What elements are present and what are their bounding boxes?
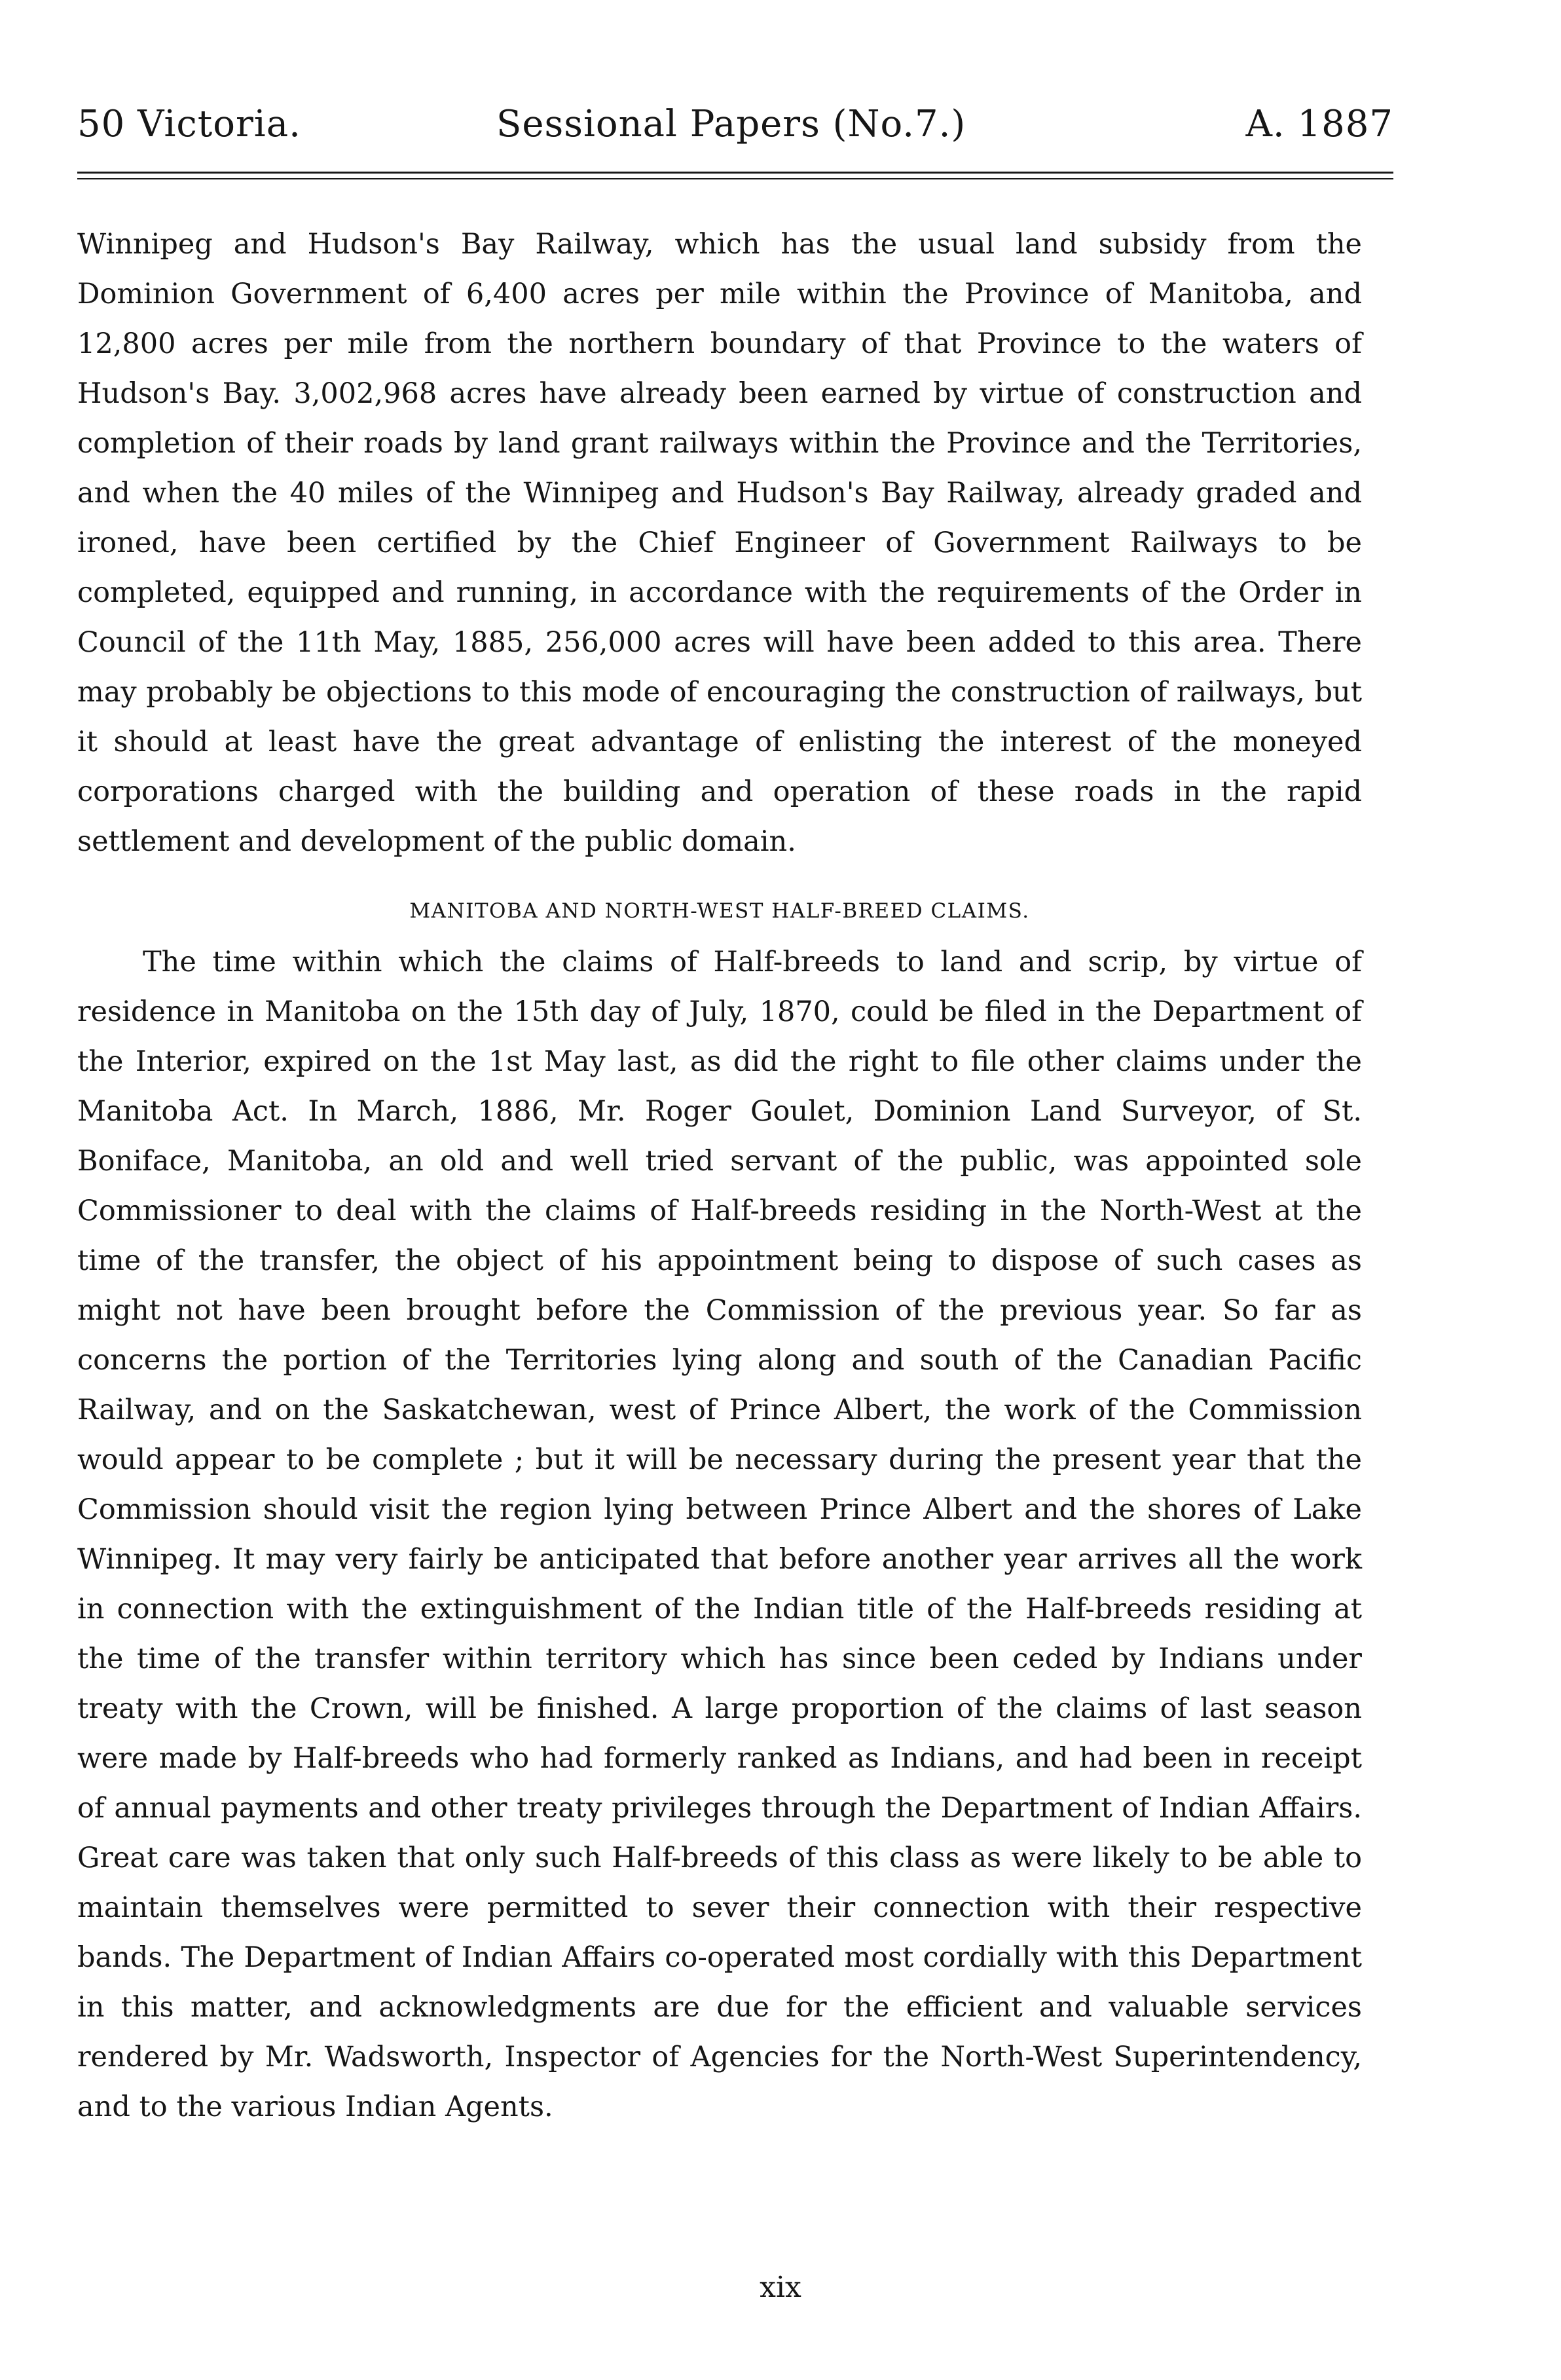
paragraph-railway-subsidy: Winnipeg and Hudson's Bay Railway, which has the usual land subsidy from the Dominion Government of 6,400 acres per mile within the Province of Manitoba, and 12,800 acres per mile from the northern boundary of that Province to the waters of Hudson's Bay. 3,002,968 acres have already been earned by virtue of construction and completion of their roads by land grant railways within the Province and the Territories, and when the 40 miles of the Winnipeg and Hudson's Bay Railway, already graded and ironed, have been certified by the Chief Engineer of Government Railways to be completed, equipped and running, in accordance with the requirements of the Order in Council of the 11th May, 1885, 256,000 acres will have been added to this area. There may probably be objections to this mode of encouraging the construction of railways, but it should at least have the great advantage of enlisting the interest of the moneyed corporations charged with the building and operation of these roads in the rapid settlement and development of the public domain. xyxy=(77,228,1362,858)
paragraph-half-breed-claims: The time within which the claims of Half-breeds to land and scrip, by virtue of residence in Manitoba on the 15th day of July, 1870, could be filed in the Department of the Interior, expired on the 1st May last, as did the right to file other claims under the Manitoba Act. In March, 1886, Mr. Roger Goulet, Dominion Land Surveyor, of St. Boniface, Manitoba, an old and well tried servant of the public, was appointed sole Commissioner to deal with the claims of Half-breeds residing in the North-West at the time of the transfer, the object of his appointment being to dispose of such cases as might not have been brought before the Commission of the previous year. So far as concerns the portion of the Territories lying along and south of the Canadian Pacific Railway, and on the Saskatchewan, west of Prince Albert, the work of the Commission would appear to be complete ; but it will be necessary during the present year that the Commission should visit the region lying between Prince Albert and the shores of Lake Winnipeg. It may very fairly be anticipated that before another year arrives all the work in connection with the extinguishment of the Indian title of the Half-breeds residing at the time of the transfer within territory which has since been ceded by Indians under treaty with the Crown, will be finished. A large proportion of the claims of last season were made by Half-breeds who had formerly ranked as Indians, and had been in receipt of annual payments and other treaty privileges through the Department of Indian Affairs. Great care was taken that only such Half-breeds of this class as were likely to be able to maintain themselves were permitted to sever their connection with their respective bands. The Department of Indian Affairs co-operated most cordially with this Department in this matter, and acknowledgments are due for the efficient and valuable services rendered by Mr. Wadsworth, Inspector of Agencies for the North-West Superintendency, and to the various Indian Agents. xyxy=(77,946,1362,2123)
header-rule-thick xyxy=(77,172,1393,174)
main-text xyxy=(77,219,1362,2132)
header-title: Sessional Papers (No.7.) xyxy=(496,103,966,145)
header-year: A. 1887 xyxy=(1245,103,1393,145)
section-heading: MANITOBA AND NORTH-WEST HALF-BREED CLAIMS. xyxy=(409,899,1030,923)
page-number: xix xyxy=(760,2271,801,2304)
header-volume: 50 Victoria. xyxy=(77,103,301,145)
header-rule-thin xyxy=(77,178,1393,179)
running-header xyxy=(77,98,1393,151)
